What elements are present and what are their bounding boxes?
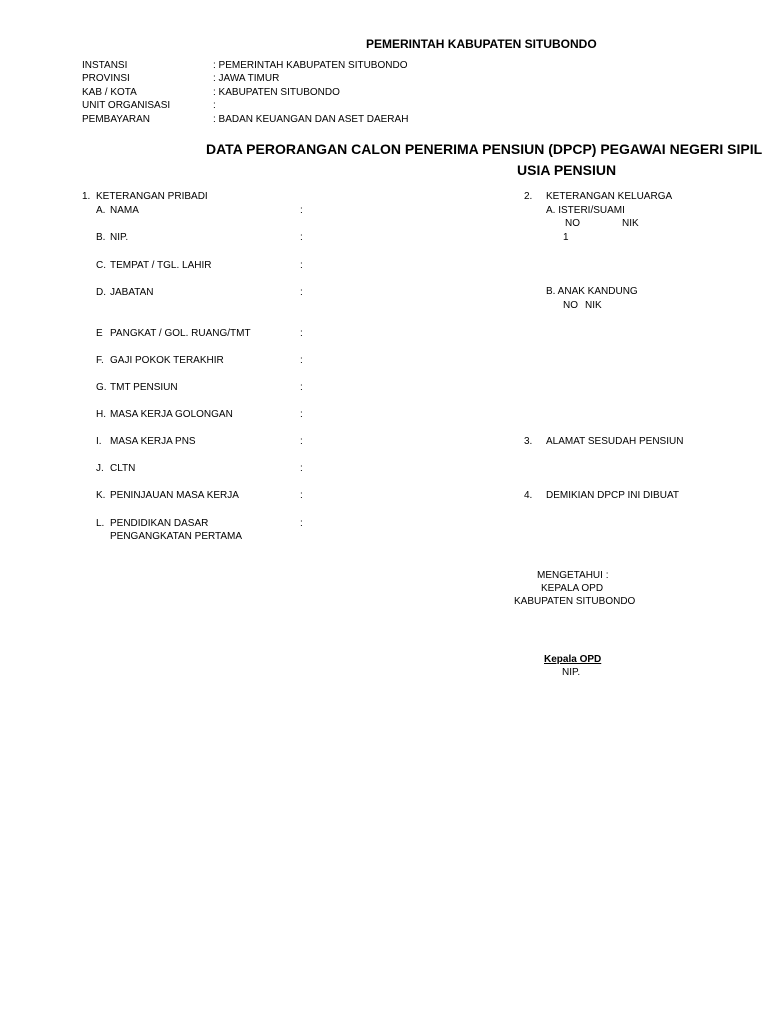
item-code-b: B. xyxy=(96,232,106,243)
signature-nip: NIP. xyxy=(562,667,581,678)
document-subtitle: USIA PENSIUN xyxy=(517,162,617,178)
item-colon: : xyxy=(300,382,303,393)
item-colon: : xyxy=(300,355,303,366)
section3-heading: ALAMAT SESUDAH PENSIUN xyxy=(546,436,684,447)
info-label-pembayaran: PEMBAYARAN xyxy=(82,114,150,125)
item-label-gaji-pokok: GAJI POKOK TERAKHIR xyxy=(110,355,224,366)
item-colon: : xyxy=(300,205,303,216)
item-colon: : xyxy=(300,436,303,447)
item-label-jabatan: JABATAN xyxy=(110,287,154,298)
info-label-provinsi: PROVINSI xyxy=(82,73,130,84)
government-title: PEMERINTAH KABUPATEN SITUBONDO xyxy=(366,37,597,51)
item-label-tmt-pensiun: TMT PENSIUN xyxy=(110,382,178,393)
info-label-instansi: INSTANSI xyxy=(82,60,128,71)
item-colon: : xyxy=(300,490,303,501)
document-title: DATA PERORANGAN CALON PENERIMA PENSIUN (DPCP) PEGAWAI NEGERI SIPIL xyxy=(206,141,763,157)
item-code-d: D. xyxy=(96,287,106,298)
item-colon: : xyxy=(300,232,303,243)
section4-number: 4. xyxy=(524,490,533,501)
item-code-c: C. xyxy=(96,260,106,271)
spouse-col-no: NO xyxy=(565,218,580,229)
signature-acknowledge: MENGETAHUI : xyxy=(537,570,609,581)
section2-heading: KETERANGAN KELUARGA xyxy=(546,191,673,202)
spouse-row-number: 1 xyxy=(563,232,569,243)
item-label-peninjauan: PENINJAUAN MASA KERJA xyxy=(110,490,239,501)
item-label-cltn: CLTN xyxy=(110,463,136,474)
signature-name: Kepala OPD xyxy=(544,654,602,665)
item-code-e: E xyxy=(96,328,103,339)
item-label-masa-kerja-golongan: MASA KERJA GOLONGAN xyxy=(110,409,233,420)
item-code-a: A. xyxy=(96,205,106,216)
signature-position: KEPALA OPD xyxy=(541,583,604,594)
spouse-col-nik: NIK xyxy=(622,218,639,229)
item-code-h: H. xyxy=(96,409,106,420)
spouse-label: A. ISTERI/SUAMI xyxy=(546,205,625,216)
item-code-k: K. xyxy=(96,490,106,501)
children-col-nik: NIK xyxy=(585,300,602,311)
item-code-l: L. xyxy=(96,518,105,529)
signature-region: KABUPATEN SITUBONDO xyxy=(514,596,636,607)
item-label-pendidikan-dasar: PENDIDIKAN DASAR xyxy=(110,518,209,529)
item-code-i: I. xyxy=(96,436,102,447)
item-code-j: J. xyxy=(96,463,104,474)
info-label-unit-organisasi: UNIT ORGANISASI xyxy=(82,100,171,111)
section2-number: 2. xyxy=(524,191,533,202)
item-colon: : xyxy=(300,260,303,271)
item-label-masa-kerja-pns: MASA KERJA PNS xyxy=(110,436,196,447)
section1-heading: KETERANGAN PRIBADI xyxy=(96,191,208,202)
children-col-no: NO xyxy=(563,300,578,311)
item-label-tempat-tgl-lahir: TEMPAT / TGL. LAHIR xyxy=(110,260,212,271)
section1-number: 1. xyxy=(82,191,91,202)
item-colon: : xyxy=(300,518,303,529)
item-colon: : xyxy=(300,463,303,474)
info-value-pembayaran: : BADAN KEUANGAN DAN ASET DAERAH xyxy=(213,114,409,125)
info-value-kab-kota: : KABUPATEN SITUBONDO xyxy=(213,87,340,98)
item-colon: : xyxy=(300,409,303,420)
item-label-nama: NAMA xyxy=(110,205,139,216)
info-value-instansi: : PEMERINTAH KABUPATEN SITUBONDO xyxy=(213,60,408,71)
section3-number: 3. xyxy=(524,436,533,447)
item-label-nip: NIP. xyxy=(110,232,129,243)
item-code-g: G. xyxy=(96,382,107,393)
item-code-f: F. xyxy=(96,355,104,366)
item-colon: : xyxy=(300,287,303,298)
section4-heading: DEMIKIAN DPCP INI DIBUAT xyxy=(546,490,679,501)
children-label: B. ANAK KANDUNG xyxy=(546,286,638,297)
item-label-pengangkatan: PENGANGKATAN PERTAMA xyxy=(110,531,243,542)
info-label-kab-kota: KAB / KOTA xyxy=(82,87,137,98)
item-colon: : xyxy=(300,328,303,339)
info-value-unit-organisasi: : xyxy=(213,100,216,111)
item-label-pangkat: PANGKAT / GOL. RUANG/TMT xyxy=(110,328,251,339)
info-value-provinsi: : JAWA TIMUR xyxy=(213,73,280,84)
